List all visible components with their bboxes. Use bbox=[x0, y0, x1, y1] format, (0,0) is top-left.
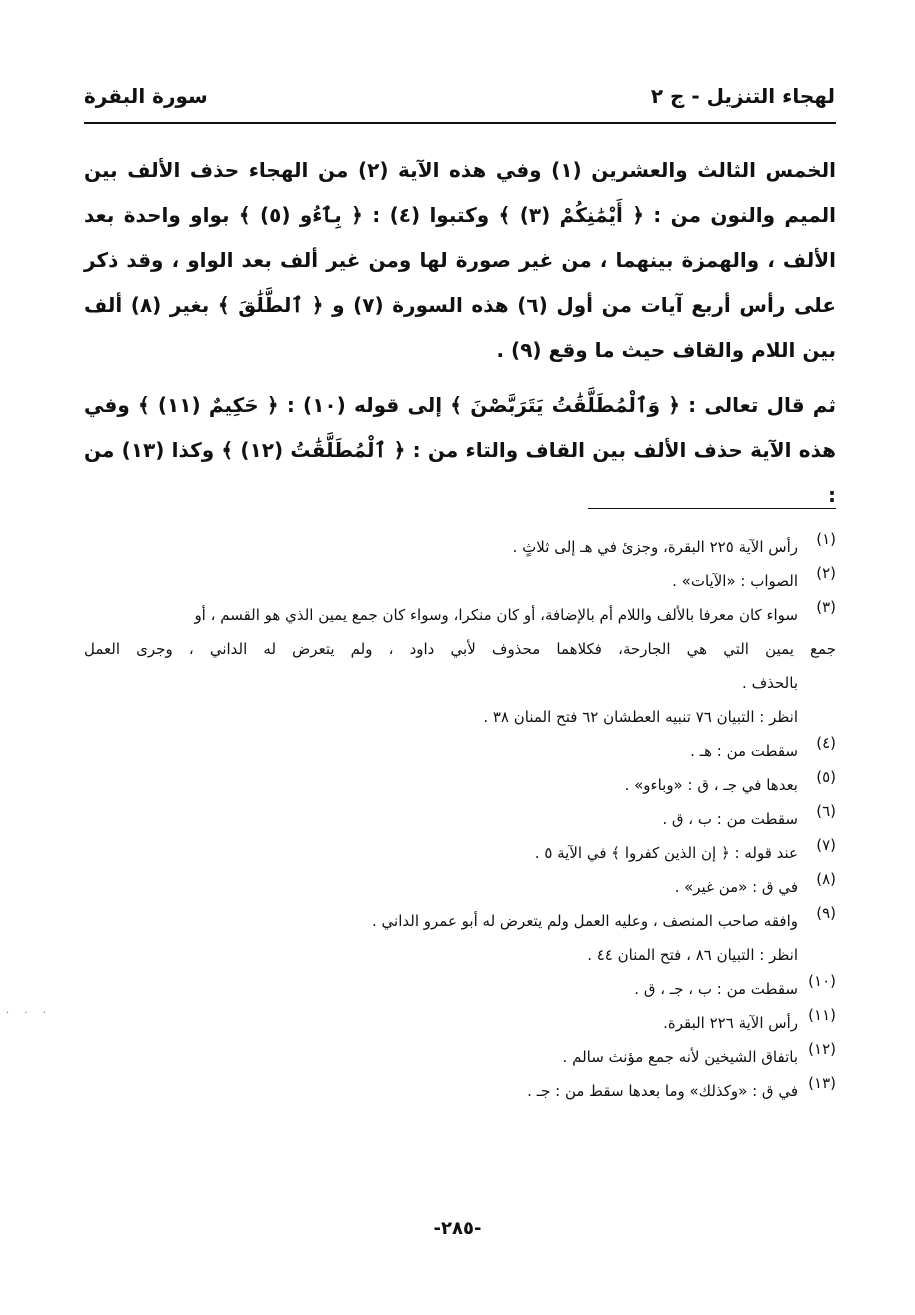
footnote-number: (٦) bbox=[816, 802, 836, 820]
footnote-number: (٧) bbox=[816, 836, 836, 854]
footnote-number: (١٣) bbox=[808, 1074, 836, 1092]
footnote-6 bbox=[84, 802, 836, 836]
footnote-text: في ق : «من غير» . bbox=[674, 878, 798, 896]
footnote-text: سقطت من : هـ . bbox=[690, 742, 798, 760]
footnote-number: (٩) bbox=[816, 904, 836, 922]
footnote-text: رأس الآية ٢٢٥ البقرة، وجزئ في هـ إلى ثلاثٍ . bbox=[512, 538, 798, 556]
header-divider bbox=[84, 122, 836, 124]
footnote-13 bbox=[84, 1074, 836, 1108]
footnote-4 bbox=[84, 734, 836, 768]
footnote-1 bbox=[84, 530, 836, 564]
body-paragraph: ثم قال تعالى : ﴿ وَٱلْمُطَلَّقَٰتُ يَتَرَبَّصْنَ ﴾ إلى قوله (١٠) : ﴿ حَكِيمٌ (١١) ﴾ وفي هذه الآية حذف الألف بين القاف والتاء من : ﴿ ٱلْمُطَلَّقَٰتُ (١٢) ﴾ وكذا (١٣) من : bbox=[84, 393, 837, 507]
footnote-3 bbox=[84, 598, 836, 632]
footnote-number: (٣) bbox=[816, 598, 836, 616]
footnote-7 bbox=[84, 836, 836, 870]
footnote-text: الصواب : «الآيات» . bbox=[672, 572, 798, 590]
footnote-number: (١) bbox=[816, 530, 836, 548]
footnote-text: رأس الآية ٢٢٦ البقرة. bbox=[663, 1014, 798, 1032]
footnote-10 bbox=[84, 972, 836, 1006]
running-head-surah-title: سورة البقرة bbox=[84, 84, 208, 108]
footnote-text: وافقه صاحب المنصف ، وعليه العمل ولم يتعرض له أبو عمرو الداني . bbox=[372, 912, 798, 930]
footnote-number: (١٠) bbox=[808, 972, 836, 990]
footnote-text: سقطت من : ب ، ق . bbox=[662, 810, 798, 828]
footnote-number: (٥) bbox=[816, 768, 836, 786]
main-text bbox=[84, 148, 836, 518]
footnote-5 bbox=[84, 768, 836, 802]
footnote-12 bbox=[84, 1040, 836, 1074]
footnote-reference: انظر : التبيان ٨٦ ، فتح المنان ٤٤ . bbox=[587, 946, 798, 964]
footnote-continuation: بالحذف . bbox=[742, 674, 798, 692]
margin-mark: · · · bbox=[6, 1008, 52, 1019]
footnote-11 bbox=[84, 1006, 836, 1040]
footnote-number: (١٢) bbox=[808, 1040, 836, 1058]
body-paragraph: الخمس الثالث والعشرين (١) وفي هذه الآية (٢) من الهجاء حذف الألف بين الميم والنون من : ﴿ أَيْمَٰنِكُمْ (٣) ﴾ وكتبوا (٤) : ﴿ بِٱءُو (٥) ﴾ بواو واحدة بعد الألف ، والهمزة بينهما ، من غير صورة لها ومن غير ألف بعد الواو ، وقد ذكر على رأس أربع آيات من أول (٦) هذه السورة (٧) و ﴿ ٱلطَّلَٰقَ ﴾ بغير (٨) ألف بين اللام والقاف حيث ما وقع (٩) . bbox=[84, 158, 837, 362]
footnote-text: بعدها في جـ ، ق : «وباءو» . bbox=[624, 776, 798, 794]
footnote-text: سقطت من : ب ، جـ ، ق . bbox=[634, 980, 798, 998]
footnotes bbox=[84, 530, 836, 1108]
footnote-text: عند قوله : ﴿ إن الذين كفروا ﴾ في الآية ٥ . bbox=[534, 844, 798, 862]
footnote-reference: انظر : التبيان ٧٦ تنبيه العطشان ٦٢ فتح المنان ٣٨ . bbox=[483, 708, 798, 726]
footnote-number: (٢) bbox=[816, 564, 836, 582]
footnote-number: (١١) bbox=[808, 1006, 836, 1024]
footnote-divider bbox=[588, 508, 836, 509]
footnote-continuation: جمع يمين التي هي الجارحة، فكلاهما محذوف لأبي داود ، ولم يتعرض له الداني ، وجرى العمل bbox=[84, 640, 836, 658]
footnote-text: في ق : «وكذلك» وما بعدها سقط من : جـ . bbox=[527, 1082, 798, 1100]
footnote-text: باتفاق الشيخين لأنه جمع مؤنث سالم . bbox=[562, 1048, 798, 1066]
footnote-8 bbox=[84, 870, 836, 904]
footnote-number: (٨) bbox=[816, 870, 836, 888]
running-head-book-title: لهجاء التنزيل - ج ٢ bbox=[650, 84, 835, 108]
page-number: -٢٨٥- bbox=[433, 1218, 482, 1239]
footnote-2 bbox=[84, 564, 836, 598]
footnote-number: (٤) bbox=[816, 734, 836, 752]
footnote-9 bbox=[84, 904, 836, 938]
footnote-text: سواء كان معرفا بالألف واللام أم بالإضافة، أو كان منكرا، وسواء كان جمع يمين الذي هو القسم ، أو bbox=[194, 606, 798, 624]
